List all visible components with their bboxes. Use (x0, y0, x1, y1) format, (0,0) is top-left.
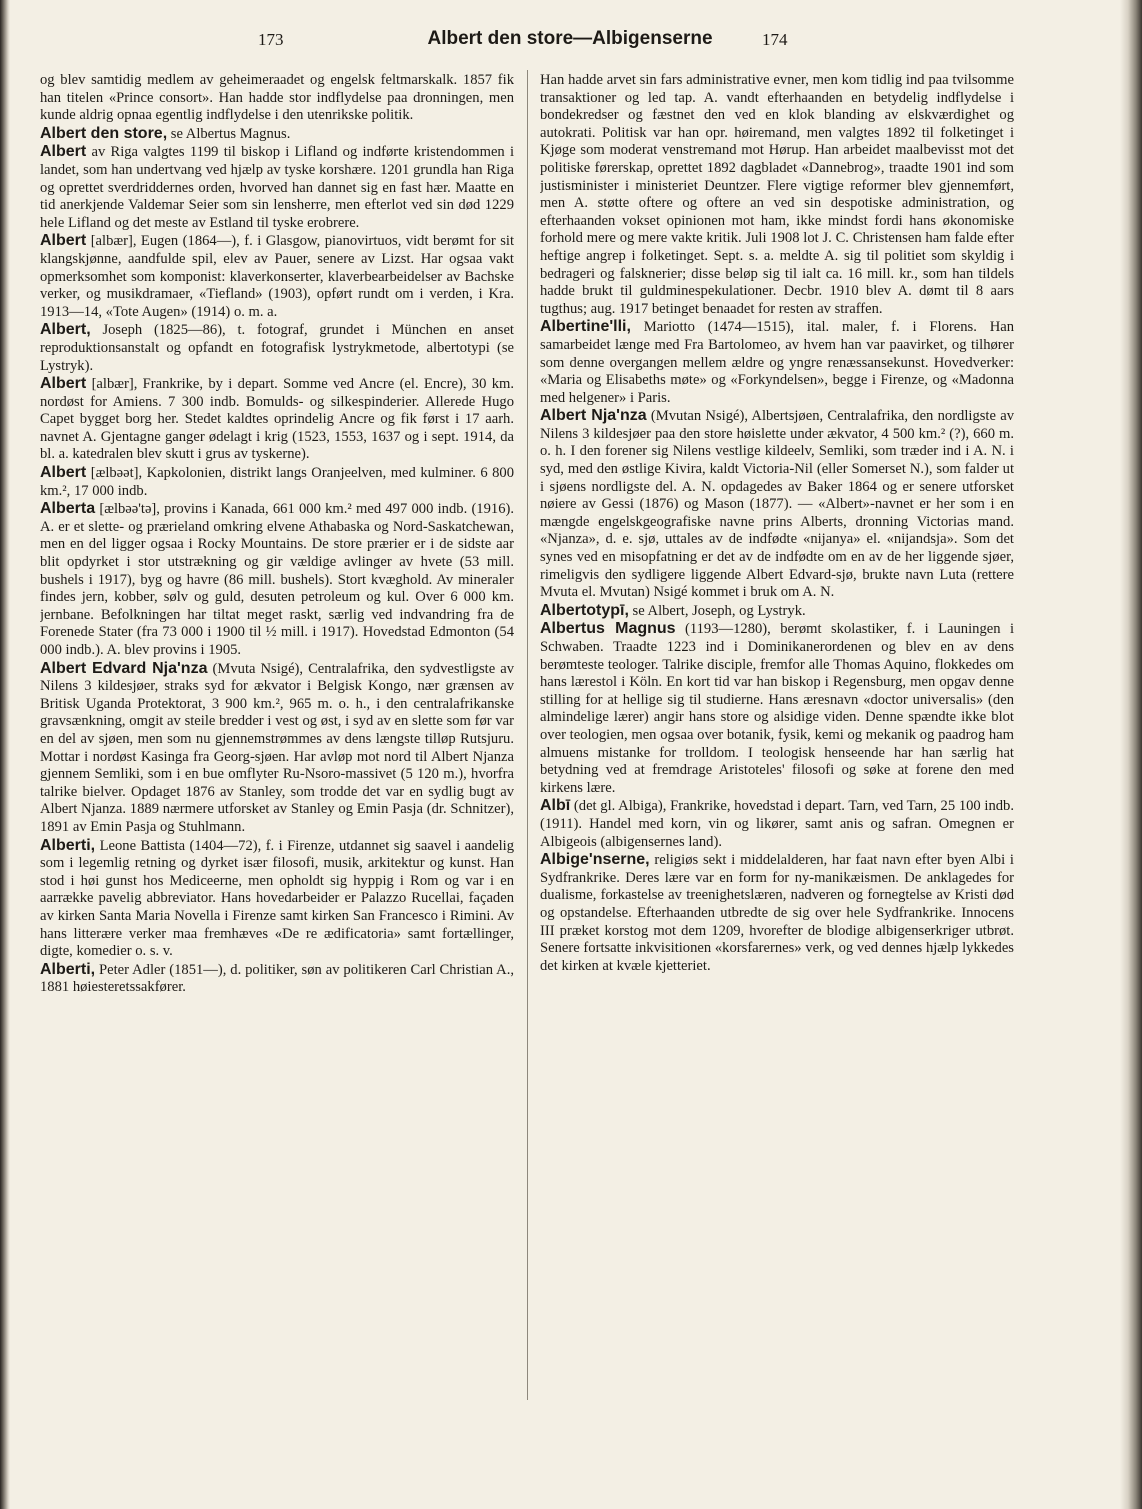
entry-headword: Albert, (40, 321, 91, 339)
entry (40, 500, 514, 659)
page-number-right: 174 (762, 30, 788, 49)
entry-headword: Alberti, (40, 960, 96, 978)
entry-text: (det gl. Albiga), Frankrike, hovedstad i depart. Tarn, ved Tarn, 25 100 indb. (1911). Handel med korn, vin og likører, samt anis og safran. Omegnen er Albigeois (albigensernes land). (540, 798, 1014, 850)
entry-headword: Albertus Magnus (540, 620, 676, 638)
entry (40, 125, 514, 144)
entry-headword: Albert (40, 375, 87, 393)
entry-text: Han hadde arvet sin fars administrative evner, men kom tidlig ind paa tvilsomme transaktioner og led tap. A. vandt efterhaanden en betydelig indflydelse i bondekredser og fæstnet den ved en klok blanding av elskværdighet og autokrati. Politisk var han opr. høiremand, men valgtes 1892 til folketinget i Kjøge som moderat venstremand mot Hørup. Han arbeidet maalbevisst mot det politiske førerskap, oprettet 1892 dagbladet «Dannebrog», traadte 1901 ind som justisminister i ministeriet Deuntzer. Flere vigtige reformer blev gjennemført, men A. støtte oftere og oftere an ved sin despotiske administration, og efterhaanden vokset opinionen mot ham, ikke mindst fordi hans økonomiske forhold mere og mere vakte kritik. Juli 1908 lot J. C. Christensen ham falde efter heftige angrep i folketinget. Sept. s. a. meldte A. sig til politiet som skyldig i bedrageri og falsknerier; disse beløp sig til ialt ca. 16 mill. kr., som han tildels hadde brukt til guldminespekulationer. Decbr. 1910 blev A. dømt til 8 aars tugthus; aug. 1917 betinget benaadet for resten av straffen. (540, 72, 1014, 317)
entry (40, 961, 514, 997)
entry-text: Mariotto (1474—1515), ital. maler, f. i Florens. Han samarbeidet længe med Fra Bartolomeo, av hvem han var paavirket, og tilhører som denne overgangen mellem ældre og yngre renæssansekunst. Hovedverker: «Maria og Elisabeths møte» og «Forkyndelsen», begge i Firenze, og «Madonna med helgener» i Paris. (540, 319, 1014, 406)
entry (540, 602, 1014, 621)
entry-headword: Albert (40, 464, 87, 482)
page-binding-shadow (0, 0, 10, 1509)
left-column (40, 72, 514, 1412)
entry-text: (1193—1280), berømt skolastiker, f. i Launingen i Schwaben. Traadte 1223 ind i Dominikanerordenen og blev en av dens berømteste teologer. Talrike disciple, fremfor alle Thomas Aquino, flokkedes om hans lærestol i Köln. En kort tid var han biskop i Regensburg, men opgav denne stilling for at hellige sig til studierne. Hans æresnavn «doctor universalis» (den almindelige lærer) angir hans store og alsidige viden. Denne spændte ikke blot over teologien, men ogsaa over botanik, fysik, kemi og mekanik og paadrog ham almuens mistanke for trolldom. I teologisk henseende har han særlig hat betydning ved at fremdrage Aristoteles' filosofi og søke at forene den med kirkens lære. (540, 621, 1014, 796)
entry-headword: Albert Edvard Nja'nza (40, 659, 208, 677)
entry-text: Joseph (1825—86), t. fotograf, grundet i München en anset reproduktionsanstalt og opfandt en fotografisk lystrykmetode, albertotypi (se Lystryk). (40, 322, 514, 374)
entry-text: [ælbəə'tə], provins i Kanada, 661 000 km.² med 497 000 indb. (1916). A. er et slette- og prærieland omkring elvene Athabaska og Nord-Saskatchewan, men en del ligger ogsaa i Rocky Mountains. De store prærier er i de sidste aar blit opdyrket i stor utstrækning og gir vældige avlinger av hvete (53 mill. bushels i 1917), byg og havre (86 mill. bushels). Stort kvæghold. Av mineraler findes jern, kobber, sølv og guld, desuten petroleum og kul. Over 6 000 km. jernbane. Befolkningen har tiltat meget raskt, særlig ved indvandring fra de Forenede Stater (fra 73 000 i 1900 til ½ mill. i 1917). Hovedstad Edmonton (54 000 indb.). A. blev provins i 1905. (40, 501, 514, 658)
right-column (540, 72, 1014, 1412)
entry-text: og blev samtidig medlem av geheimeraadet og engelsk feltmarskalk. 1857 fik han titelen «Prince consort». Han hadde stor indflydelse paa dronningen, men kunde aldrig opnaa egentlig indflydelse i den utenrikske politik. (40, 72, 514, 124)
entry-headword: Alberti, (40, 836, 96, 854)
entry-text: (Mvutan Nsigé), Albertsjøen, Centralafrika, den nordligste av Nilens 3 kildesjøer paa den store høislette under ækvator, 4 500 km.² (?), 660 m. o. h. I den forener sig Nilens vestlige kildeelv, Semliki, som træder ind i A. N. i syd, med den østlige Kivira, kaldt Victoria-Nil (eller Somerset N.), som falder ut i sjøens nordligste del. A. N. opdagedes av Baker 1864 og er senere utforsket nøiere av Gessi (1876) og Mason (1877). — «Albert»-navnet er her som i en mængde engelskgeografiske navne prins Alberts, dronning Victorias mand. «Njanza», d. e. sjø, uttales av de indfødte «nijanya» el. «nijandsja». Som det synes ved en misopfatning er det av de indfødte om en av de her liggende sjøer, rimeligvis den sydligere liggende Albert Edvard-sjø, brukte navn Luta (rettere Mvuta el. Mvutan) Nsigé kommet i bruk om A. N. (540, 408, 1014, 601)
entry (540, 318, 1014, 407)
entry (40, 375, 514, 464)
entry-headword: Albige'nserne, (540, 851, 650, 869)
entry-headword: Albert den store, (40, 124, 168, 142)
entry (540, 620, 1014, 797)
page-number-left: 173 (258, 30, 284, 49)
entry-text: [ælbəət], Kapkolonien, distrikt langs Oranjeelven, med kulminer. 6 800 km.², 17 000 indb. (40, 465, 514, 499)
column-divider (527, 70, 528, 1400)
entry-text: se Albert, Joseph, og Lystryk. (632, 602, 806, 619)
entry-headword: Albertotypī, (540, 601, 629, 619)
entry (40, 660, 514, 837)
entry-text: (Mvuta Nsigé), Centralafrika, den sydvestligste av Nilens 3 kildesjøer, straks syd for ækvator i Belgisk Kongo, nær grænsen av Britisk Uganda Protektorat, 3 900 km.², 965 m. o. h., i den centralafrikanske gravsænkning, omgit av steile bredder i vest og øst, i syd av en slette som før var en del av sjøen, men som nu gjennemstrømmes av dens længste tilløp Rutsjuru. Mottar i nordøst Kasinga fra Georg-sjøen. Har avløp mot nord til Albert Njanza gjennem Semliki, som i en bue omflyter Ru-Nsoro-massivet (5 120 m.), hvorfra talrike bielver. Opdaget 1876 av Stanley, som trodde det var en sydlig bugt av Albert Njanza. 1889 nærmere utforsket av Stanley og Emin Pasja (dr. Schnitzer), 1891 av Emin Pasja og Stuhlmann. (40, 660, 514, 835)
entry (40, 232, 514, 321)
entry-text: Leone Battista (1404—72), f. i Firenze, utdannet sig saavel i aandelig som i legemlig retning og dyrket især filosofi, musik, arkitektur og kunst. Han stod i høi gunst hos Mediceerne, men opholdt sig hyppig i Rom og var i en aarrække pavelig abbreviator. Hans hovedarbeider er Palazzo Rucellai, façaden av kirken Santa Maria Novella i Firenze samt kirken San Francesco i Rimini. Av hans litterære verker maa fremhæves «De re ædificatoria» samt fortællinger, digte, komedier o. s. v. (40, 837, 514, 960)
running-title: Albert den store—Albigenserne (427, 28, 713, 49)
entry-text: religiøs sekt i middelalderen, har faat navn efter byen Albi i Sydfrankrike. Deres lære var en form for ny-manikæismen. De anklagedes for dualisme, forkastelse av treenighetslæren, nadveren og fornegtelse av Kristi død og opstandelse. Efterhaanden utbredte de sig over hele Sydfrankrike. Innocens III præket korstog mot dem 1209, hvorefter de blodige albigenserkriger utbrøt. Senere fortsatte inkvisitionen «korsfarernes» verk, og ved dennes hjælp lykkedes det kirken at kvæle kjetteriet. (540, 852, 1014, 974)
entry (40, 72, 514, 125)
entry (40, 837, 514, 961)
page-edge-shadow (1120, 0, 1142, 1509)
entry-text: Peter Adler (1851—), d. politiker, søn av politikeren Carl Christian A., 1881 høiesteretssakfører. (40, 961, 514, 996)
entry-headword: Albī (540, 797, 571, 815)
entry (40, 464, 514, 500)
running-header (40, 30, 1100, 60)
entry (540, 407, 1014, 602)
entry-text: [albær], Frankrike, by i depart. Somme ved Ancre (el. Encre), 30 km. nordøst for Amiens. 7 300 indb. Bomulds- og silkespinderier. Allerede Hugo Capet bygget borg her. Stedet kaldtes oprindelig Ancre og fik først i 17 aarh. navnet A. Gjentagne ganger ødelagt i krig (1523, 1553, 1637 og i sept. 1914, da bl. a. katedralen blev skutt i grus av tyskerne). (40, 376, 514, 463)
entry-text: [albær], Eugen (1864—), f. i Glasgow, pianovirtuos, vidt berømt for sit klangskjønne, aandfulde spil, elev av Pauer, senere av Lizst. Har ogsaa vakt opmerksomhet som komponist: klaverkonserter, klaverbearbeidelser av Bachske verker, og musikdramaer, «Tiefland» (1903), opført rundt om i verden, i Kra. 1913—14, «Tote Augen» (1914) o. m. a. (40, 233, 514, 320)
entry-headword: Albert Nja'nza (540, 407, 647, 425)
entry-text: se Albertus Magnus. (170, 125, 291, 142)
entry (540, 72, 1014, 318)
entry-headword: Albertine'lli, (540, 318, 631, 336)
entry-headword: Alberta (40, 500, 96, 518)
entry-headword: Albert (40, 143, 87, 161)
entry-text: av Riga valgtes 1199 til biskop i Lifland og indførte kristendommen i landet, som han undertvang ved hjælp av tyske korshære. 1201 grundla han Riga og oprettet sverdriddernes orden, hvorved han dannet sig en fast hær. Maatte en tid anerkjende Valdemar Seier som sin lensherre, men efterlot ved sin død 1229 hele Lifland og det meste av Estland til tyske erobrere. (40, 144, 514, 231)
entry (40, 321, 514, 375)
entry (540, 797, 1014, 851)
entry-headword: Albert (40, 232, 87, 250)
entry (40, 143, 514, 232)
entry (540, 851, 1014, 975)
